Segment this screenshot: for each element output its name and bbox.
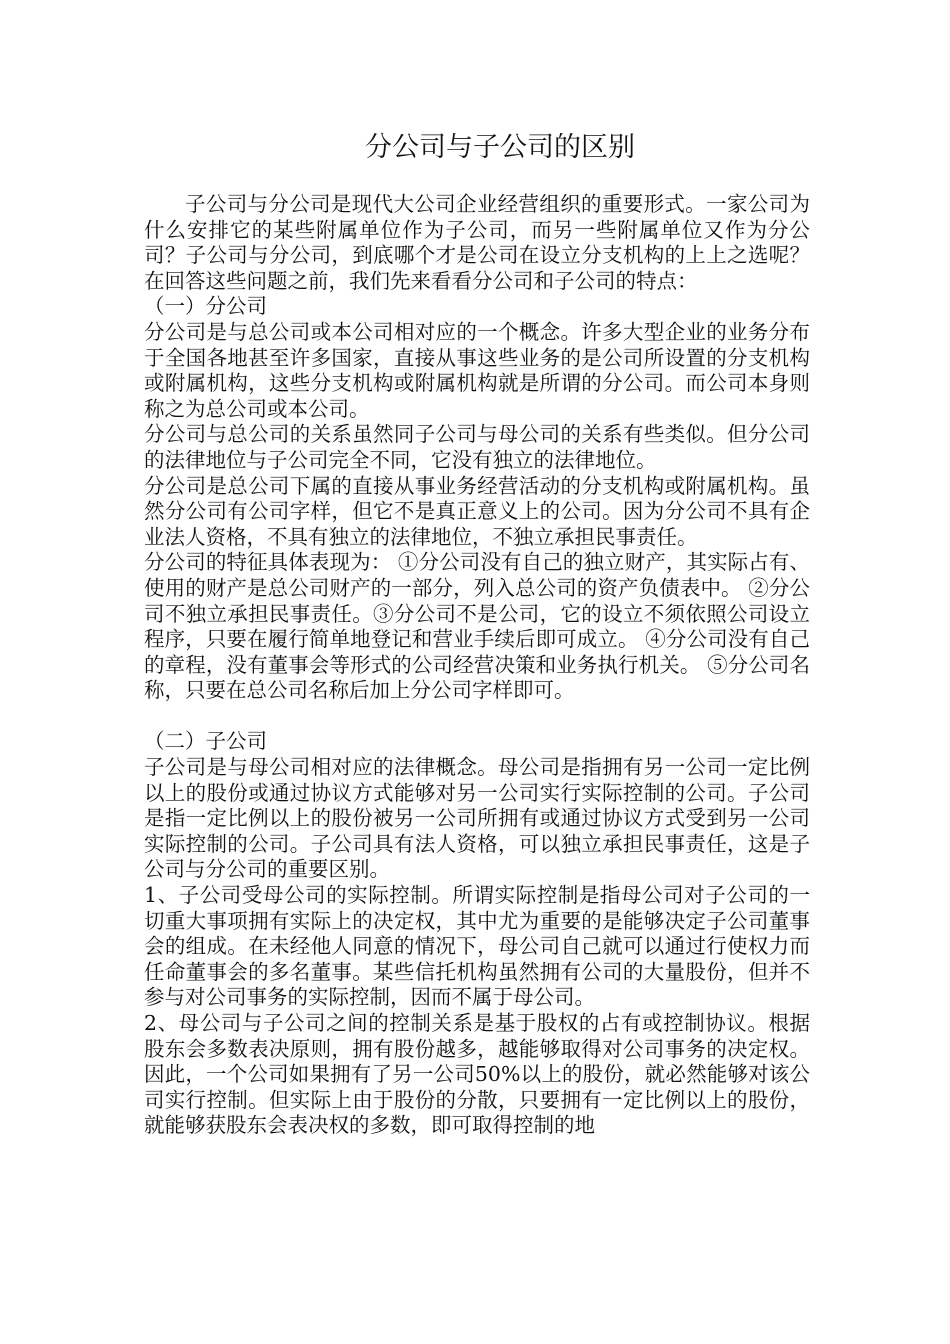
subsidiary-paragraph-2: 1、子公司受母公司的实际控制。所谓实际控制是指母公司对子公司的一切重大事项拥有实际上的决定权，其中尤为重要的是能够决定子公司董事会的组成。在未经他人同意的情况下，母公司自己就可以通过行使权力而任命董事会的多名董事。某些信托机构虽然拥有公司的大量股份，但并不参与对公司事务的实际控制，因而不属于母公司。	[144, 883, 810, 1010]
subsidiary-paragraph-3: 2、母公司与子公司之间的控制关系是基于股权的占有或控制协议。根据股东会多数表决原则，拥有股份越多，越能够取得对公司事务的决定权。因此，一个公司如果拥有了另一公司50%以上的股份，就必然能够对该公司实行控制。但实际上由于股份的分散，只要拥有一定比例以上的股份，就能够获股东会表决权的多数，即可取得控制的地	[144, 1011, 810, 1138]
branch-paragraph-4: 分公司的特征具体表现为： ①分公司没有自己的独立财产，其实际占有、使用的财产是总公司财产的一部分，列入总公司的资产负债表中。 ②分公司不独立承担民事责任。③分公司不是公司，它的设立不须依照公司设立程序，只要在履行简单地登记和营业手续后即可成立。 ④分公司没有自己的章程，没有董事会等形式的公司经营决策和业务执行机关。 ⑤分公司名称，只要在总公司名称后加上分公司字样即可。	[144, 550, 810, 703]
section-heading-subsidiary: （二）子公司	[144, 729, 267, 754]
branch-paragraph-1: 分公司是与总公司或本公司相对应的一个概念。许多大型企业的业务分布于全国各地甚至许多国家，直接从事这些业务的是公司所设置的分支机构或附属机构，这些分支机构或附属机构就是所谓的分公司。而公司本身则称之为总公司或本公司。	[144, 319, 810, 421]
subsidiary-paragraph-1: 子公司是与母公司相对应的法律概念。母公司是指拥有另一公司一定比例以上的股份或通过协议方式能够对另一公司实行实际控制的公司。子公司是指一定比例以上的股份被另一公司所拥有或通过协议方式受到另一公司实际控制的公司。子公司具有法人资格，可以独立承担民事责任，这是子公司与分公司的重要区别。	[144, 755, 810, 882]
blank-line	[144, 704, 810, 730]
document-title: 分公司与子公司的区别	[365, 132, 635, 163]
section-heading-branch: （一）分公司	[144, 294, 267, 319]
document-page	[144, 128, 810, 1139]
branch-paragraph-3: 分公司是总公司下属的直接从事业务经营活动的分支机构或附属机构。虽然分公司有公司字样，但它不是真正意义上的公司。因为分公司不具有企业法人资格，不具有独立的法律地位，不独立承担民事责任。	[144, 473, 810, 549]
branch-paragraph-2: 分公司与总公司的关系虽然同子公司与母公司的关系有些类似。但分公司的法律地位与子公司完全不同，它没有独立的法律地位。	[144, 422, 810, 472]
intro-paragraph: 子公司与分公司是现代大公司企业经营组织的重要形式。一家公司为什么安排它的某些附属单位作为子公司，而另一些附属单位又作为分公司？子公司与分公司，到底哪个才是公司在设立分支机构的上上之选呢？在回答这些问题之前，我们先来看看分公司和子公司的特点：	[144, 192, 810, 293]
